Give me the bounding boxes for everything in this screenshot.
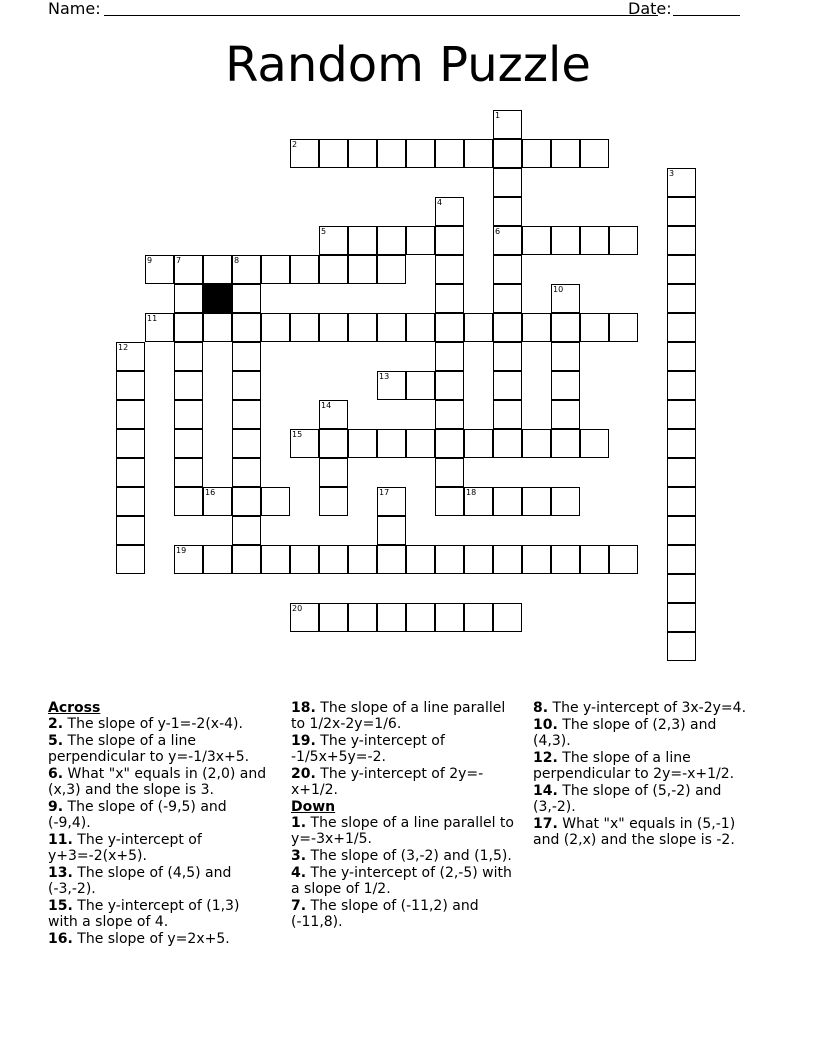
cell-number: 7 [176,256,182,265]
grid-cell[interactable] [232,429,261,458]
grid-cell[interactable] [290,139,319,168]
grid-cell[interactable] [609,545,638,574]
grid-cell[interactable] [116,487,145,516]
cell-number: 6 [495,227,501,236]
grid-cell[interactable] [319,255,348,284]
clue-down: 1. The slope of a line parallel to y=-3x+1/5. [291,815,514,847]
grid-cell[interactable] [174,255,203,284]
grid-cell[interactable] [377,429,406,458]
cell-number: 12 [118,343,129,352]
grid-cell[interactable] [493,371,522,400]
clue-across: 18. The slope of a line parallel to 1/2x-2y=1/6. [291,700,506,732]
grid-cell[interactable] [464,429,493,458]
clue-down: 7. The slope of (-11,2) and (-11,8). [291,898,479,930]
grid-cell[interactable] [116,545,145,574]
grid-cell[interactable] [406,371,435,400]
grid-cell[interactable] [667,371,696,400]
grid-cell[interactable] [203,255,232,284]
grid-cell[interactable] [493,197,522,226]
grid-cell[interactable] [290,429,319,458]
grid-cell[interactable] [667,168,696,197]
grid-cell[interactable] [232,371,261,400]
grid-cell[interactable] [232,342,261,371]
cell-number: 16 [205,488,216,497]
grid-cell[interactable] [551,342,580,371]
grid-cell[interactable] [435,139,464,168]
grid-cell[interactable] [522,429,551,458]
grid-cell[interactable] [667,313,696,342]
grid-cell[interactable] [377,226,406,255]
grid-cell[interactable] [667,545,696,574]
grid-cell[interactable] [522,545,551,574]
grid-cell[interactable] [667,284,696,313]
grid-cell[interactable] [493,400,522,429]
grid-cell[interactable] [232,313,261,342]
grid-cell[interactable] [609,226,638,255]
across-heading: Across [48,700,101,716]
grid-cell[interactable] [116,400,145,429]
grid-cell[interactable] [580,429,609,458]
grid-cell[interactable] [174,400,203,429]
grid-cell[interactable] [145,313,174,342]
grid-cell[interactable] [290,603,319,632]
grid-cell[interactable] [551,226,580,255]
clue-down: 10. The slope of (2,3) and (4,3). [533,717,717,749]
clue-column-1 [48,700,270,948]
grid-cell[interactable] [319,545,348,574]
grid-cell[interactable] [435,400,464,429]
clue-across: 6. What "x" equals in (2,0) and (x,3) and the slope is 3. [48,766,267,798]
grid-cell[interactable] [493,429,522,458]
grid-cell[interactable] [435,371,464,400]
cell-number: 18 [466,488,477,497]
grid-cell[interactable] [174,371,203,400]
grid-cell[interactable] [435,313,464,342]
cell-number: 2 [292,140,298,149]
grid-cell[interactable] [580,545,609,574]
clue-across: 9. The slope of (-9,5) and (-9,4). [48,799,227,831]
grid-cell[interactable] [667,226,696,255]
grid-cell[interactable] [174,313,203,342]
grid-cell[interactable] [522,139,551,168]
grid-cell[interactable] [348,226,377,255]
grid-cell[interactable] [232,487,261,516]
grid-cell[interactable] [116,516,145,545]
grid-cell[interactable] [406,226,435,255]
grid-cell[interactable] [406,603,435,632]
grid-cell[interactable] [493,545,522,574]
down-heading: Down [291,799,336,815]
grid-cell[interactable] [435,255,464,284]
cell-number: 9 [147,256,153,265]
grid-cell[interactable] [377,545,406,574]
date-label: Date: [628,0,672,18]
grid-cell[interactable] [261,545,290,574]
grid-cell[interactable] [319,400,348,429]
grid-cell[interactable] [174,545,203,574]
clue-across: 15. The y-intercept of (1,3) with a slope of 4. [48,898,240,930]
grid-cell[interactable] [261,255,290,284]
clue-down: 8. The y-intercept of 3x-2y=4. [533,700,747,716]
grid-cell[interactable] [435,197,464,226]
grid-cell[interactable] [319,139,348,168]
grid-cell[interactable] [232,545,261,574]
grid-cell[interactable] [377,516,406,545]
grid-cell[interactable] [116,458,145,487]
grid-cell[interactable] [348,429,377,458]
blocked-cell [203,284,232,313]
clue-column-3 [533,700,755,849]
grid-cell[interactable] [551,371,580,400]
grid-cell[interactable] [232,284,261,313]
cell-number: 4 [437,198,443,207]
grid-cell[interactable] [667,632,696,661]
grid-cell[interactable] [319,313,348,342]
grid-cell[interactable] [319,429,348,458]
clue-across: 16. The slope of y=2x+5. [48,931,230,947]
grid-cell[interactable] [203,487,232,516]
grid-cell[interactable] [609,313,638,342]
clue-down: 14. The slope of (5,-2) and (3,-2). [533,783,722,815]
grid-cell[interactable] [319,603,348,632]
grid-cell[interactable] [551,284,580,313]
grid-cell[interactable] [464,139,493,168]
grid-cell[interactable] [319,458,348,487]
cell-number: 14 [321,401,332,410]
grid-cell[interactable] [464,487,493,516]
grid-cell[interactable] [493,342,522,371]
grid-cell[interactable] [493,139,522,168]
grid-cell[interactable] [377,487,406,516]
grid-cell[interactable] [348,313,377,342]
grid-cell[interactable] [232,255,261,284]
grid-cell[interactable] [435,284,464,313]
grid-cell[interactable] [406,139,435,168]
grid-cell[interactable] [667,429,696,458]
grid-cell[interactable] [493,487,522,516]
cell-number: 1 [495,111,501,120]
grid-cell[interactable] [435,226,464,255]
grid-cell[interactable] [522,313,551,342]
grid-cell[interactable] [551,545,580,574]
clue-down: 3. The slope of (3,-2) and (1,5). [291,848,512,864]
grid-cell[interactable] [348,255,377,284]
grid-cell[interactable] [348,603,377,632]
grid-cell[interactable] [464,545,493,574]
grid-cell[interactable] [493,110,522,139]
grid-cell[interactable] [667,516,696,545]
grid-cell[interactable] [203,545,232,574]
puzzle-title: Random Puzzle [225,37,591,93]
cell-number: 15 [292,430,303,439]
clue-across: 19. The y-intercept of -1/5x+5y=-2. [291,733,445,765]
grid-cell[interactable] [174,284,203,313]
grid-cell[interactable] [493,603,522,632]
grid-cell[interactable] [667,197,696,226]
grid-cell[interactable] [174,342,203,371]
grid-cell[interactable] [319,487,348,516]
grid-cell[interactable] [406,313,435,342]
grid-cell[interactable] [116,429,145,458]
grid-cell[interactable] [551,313,580,342]
clue-across: 2. The slope of y-1=-2(x-4). [48,716,243,732]
cell-number: 19 [176,546,187,555]
grid-cell[interactable] [174,458,203,487]
grid-cell[interactable] [464,603,493,632]
grid-cell[interactable] [493,313,522,342]
clue-down: 12. The slope of a line perpendicular to 2y=-x+1/2. [533,750,735,782]
grid-cell[interactable] [348,139,377,168]
grid-cell[interactable] [232,400,261,429]
cell-number: 11 [147,314,158,323]
grid-cell[interactable] [667,574,696,603]
grid-cell[interactable] [493,255,522,284]
grid-cell[interactable] [406,545,435,574]
clue-column-2 [291,700,523,931]
grid-cell[interactable] [232,516,261,545]
cell-number: 20 [292,604,303,613]
grid-cell[interactable] [435,429,464,458]
grid-cell[interactable] [667,255,696,284]
grid-cell[interactable] [493,284,522,313]
grid-cell[interactable] [116,371,145,400]
grid-cell[interactable] [203,313,232,342]
grid-cell[interactable] [377,139,406,168]
grid-cell[interactable] [435,603,464,632]
grid-cell[interactable] [435,458,464,487]
grid-cell[interactable] [377,371,406,400]
cell-number: 3 [669,169,675,178]
grid-cell[interactable] [377,603,406,632]
grid-cell[interactable] [435,342,464,371]
cell-number: 17 [379,488,390,497]
grid-cell[interactable] [290,255,319,284]
grid-cell[interactable] [551,400,580,429]
grid-cell[interactable] [580,139,609,168]
cell-number: 5 [321,227,327,236]
grid-cell[interactable] [667,603,696,632]
grid-cell[interactable] [261,487,290,516]
clue-down: 17. What "x" equals in (5,-1) and (2,x) and the slope is -2. [533,816,736,848]
grid-cell[interactable] [145,255,174,284]
grid-cell[interactable] [174,429,203,458]
grid-cell[interactable] [522,226,551,255]
cell-number: 13 [379,372,390,381]
grid-cell[interactable] [261,313,290,342]
grid-cell[interactable] [319,226,348,255]
clue-down: 4. The y-intercept of (2,-5) with a slope of 1/2. [291,865,512,897]
grid-cell[interactable] [522,487,551,516]
grid-cell[interactable] [493,168,522,197]
grid-cell[interactable] [406,429,435,458]
grid-cell[interactable] [551,139,580,168]
grid-cell[interactable] [377,313,406,342]
clue-across: 13. The slope of (4,5) and (-3,-2). [48,865,232,897]
grid-cell[interactable] [580,226,609,255]
cell-number: 10 [553,285,564,294]
grid-cell[interactable] [667,458,696,487]
grid-cell[interactable] [232,458,261,487]
clue-across: 20. The y-intercept of 2y=-x+1/2. [291,766,484,798]
grid-cell[interactable] [580,313,609,342]
grid-cell[interactable] [435,487,464,516]
grid-cell[interactable] [435,545,464,574]
grid-cell[interactable] [551,487,580,516]
cell-number: 8 [234,256,240,265]
grid-cell[interactable] [116,342,145,371]
grid-cell[interactable] [377,255,406,284]
grid-cell[interactable] [290,545,319,574]
clue-across: 11. The y-intercept of y+3=-2(x+5). [48,832,202,864]
grid-cell[interactable] [493,226,522,255]
grid-cell[interactable] [348,545,377,574]
clue-across: 5. The slope of a line perpendicular to y=-1/3x+5. [48,733,250,765]
grid-cell[interactable] [667,342,696,371]
grid-cell[interactable] [667,400,696,429]
grid-cell[interactable] [174,487,203,516]
grid-cell[interactable] [551,429,580,458]
grid-cell[interactable] [290,313,319,342]
grid-cell[interactable] [464,313,493,342]
name-label: Name: [48,0,101,18]
grid-cell[interactable] [667,487,696,516]
